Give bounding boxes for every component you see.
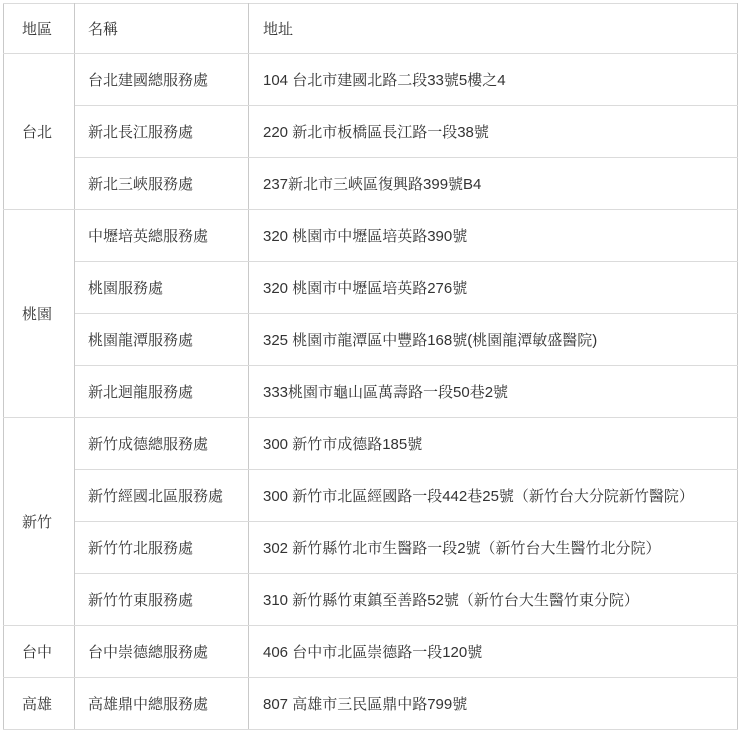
table-row	[4, 210, 738, 262]
table-row	[4, 366, 738, 418]
name-cell: 桃園服務處	[75, 262, 249, 314]
region-cell: 台中	[4, 626, 75, 678]
address-cell: 325 桃園市龍潭區中豐路168號(桃園龍潭敏盛醫院)	[249, 314, 738, 366]
name-cell: 新竹成德總服務處	[75, 418, 249, 470]
table-body	[4, 54, 738, 730]
name-cell: 新北迴龍服務處	[75, 366, 249, 418]
region-cell: 台北	[4, 54, 75, 210]
region-cell: 新竹	[4, 418, 75, 626]
address-cell: 320 桃園市中壢區培英路390號	[249, 210, 738, 262]
address-cell: 300 新竹市北區經國路一段442巷25號（新竹台大分院新竹醫院）	[249, 470, 738, 522]
table-row	[4, 106, 738, 158]
table-row	[4, 418, 738, 470]
address-cell: 302 新竹縣竹北市生醫路一段2號（新竹台大生醫竹北分院）	[249, 522, 738, 574]
table-row	[4, 262, 738, 314]
address-cell: 310 新竹縣竹東鎮至善路52號（新竹台大生醫竹東分院）	[249, 574, 738, 626]
address-cell: 807 高雄市三民區鼎中路799號	[249, 678, 738, 730]
table-row	[4, 158, 738, 210]
table-row	[4, 626, 738, 678]
name-cell: 新北長江服務處	[75, 106, 249, 158]
region-cell: 高雄	[4, 678, 75, 730]
table-header	[4, 4, 738, 54]
table-row	[4, 470, 738, 522]
address-cell: 220 新北市板橋區長江路一段38號	[249, 106, 738, 158]
name-cell: 中壢培英總服務處	[75, 210, 249, 262]
name-cell: 台北建國總服務處	[75, 54, 249, 106]
name-cell: 高雄鼎中總服務處	[75, 678, 249, 730]
header-row	[4, 4, 738, 54]
address-cell: 406 台中市北區崇德路一段120號	[249, 626, 738, 678]
address-cell: 300 新竹市成德路185號	[249, 418, 738, 470]
column-header-name: 名稱	[75, 4, 249, 54]
name-cell: 桃園龍潭服務處	[75, 314, 249, 366]
table-row	[4, 574, 738, 626]
name-cell: 新竹經國北區服務處	[75, 470, 249, 522]
address-cell: 320 桃園市中壢區培英路276號	[249, 262, 738, 314]
column-header-region: 地區	[4, 4, 75, 54]
table-row	[4, 678, 738, 730]
name-cell: 台中崇德總服務處	[75, 626, 249, 678]
address-cell: 237新北市三峽區復興路399號B4	[249, 158, 738, 210]
name-cell: 新北三峽服務處	[75, 158, 249, 210]
table-row	[4, 522, 738, 574]
service-locations-table	[3, 3, 738, 730]
table-row	[4, 314, 738, 366]
region-cell: 桃園	[4, 210, 75, 418]
address-cell: 333桃園市龜山區萬壽路一段50巷2號	[249, 366, 738, 418]
name-cell: 新竹竹東服務處	[75, 574, 249, 626]
name-cell: 新竹竹北服務處	[75, 522, 249, 574]
column-header-address: 地址	[249, 4, 738, 54]
table-row	[4, 54, 738, 106]
address-cell: 104 台北市建國北路二段33號5樓之4	[249, 54, 738, 106]
